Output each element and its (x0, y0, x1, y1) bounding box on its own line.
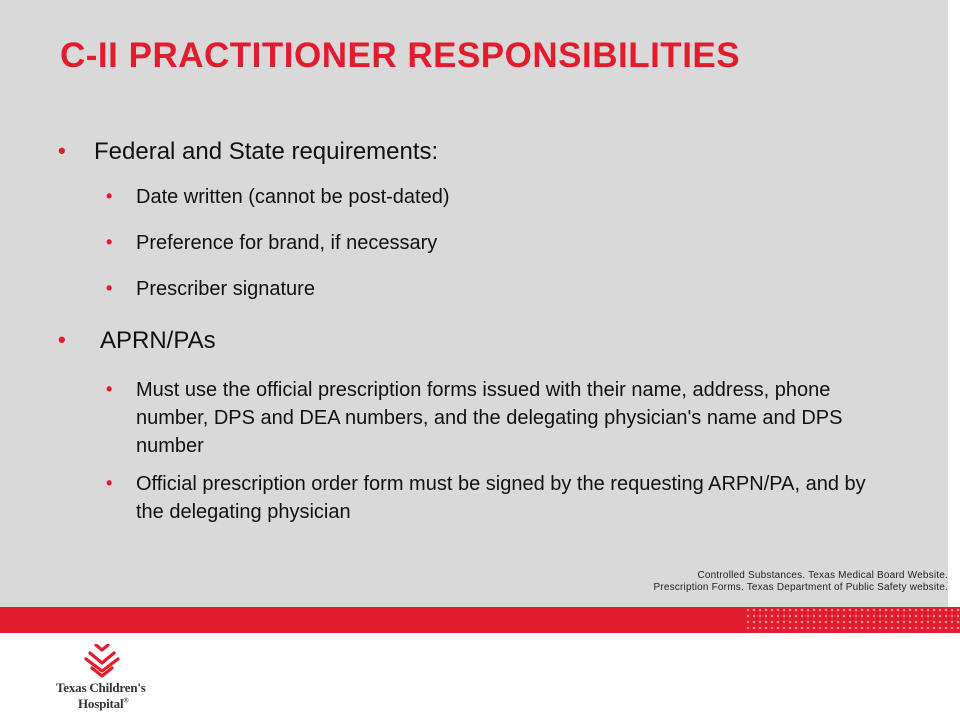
sub-bullet-brand-preference (106, 229, 876, 257)
logo-text-line2 (78, 696, 128, 712)
bullet-text: Date written (cannot be post-dated) (136, 186, 450, 208)
sub-bullet-prescriber-signature (106, 275, 876, 303)
bullet-aprn-pas (58, 326, 216, 356)
sub-bullet-signed-order-form (106, 470, 876, 526)
citation-texas-dps: Prescription Forms. Texas Department of Public Safety website. (653, 582, 948, 593)
citations (653, 570, 948, 594)
bullet-text: Prescriber signature (136, 278, 315, 300)
bullet-text: Official prescription order form must be signed by the requesting ARPN/PA, and by the delegating physician (136, 473, 866, 523)
bullet-text: Must use the official prescription forms issued with their name, address, phone number, DPS and DEA numbers, and the delegating physician's name and DPS number (136, 379, 843, 457)
bullet-dot: • (106, 186, 113, 206)
bullet-dot: • (106, 379, 113, 399)
sub-bullet-official-forms (106, 376, 876, 460)
bullet-dot: • (58, 138, 66, 163)
sub-bullet-date-written (106, 183, 876, 211)
heart-logo-icon (82, 644, 122, 678)
logo-text-line1: Texas Children's (56, 680, 146, 695)
registered-mark: ® (123, 696, 129, 705)
right-edge-strip (948, 0, 960, 607)
bullet-dot: • (106, 278, 113, 298)
citation-texas-medical-board: Controlled Substances. Texas Medical Board Website. (697, 570, 948, 581)
bullet-federal-state-requirements (58, 137, 439, 167)
slide-title: C-II PRACTITIONER RESPONSIBILITIES (60, 36, 741, 75)
bullet-text: Federal and State requirements: (94, 138, 439, 165)
bullet-text: Preference for brand, if necessary (136, 232, 438, 254)
bullet-text: APRN/PAs (100, 327, 216, 354)
bullet-dot: • (106, 473, 113, 493)
bullet-dot: • (58, 327, 66, 352)
texas-childrens-hospital-logo (50, 644, 180, 714)
footer-dot-pattern (745, 607, 960, 633)
bullet-dot: • (106, 232, 113, 252)
logo-text-hospital: Hospital (78, 696, 124, 711)
